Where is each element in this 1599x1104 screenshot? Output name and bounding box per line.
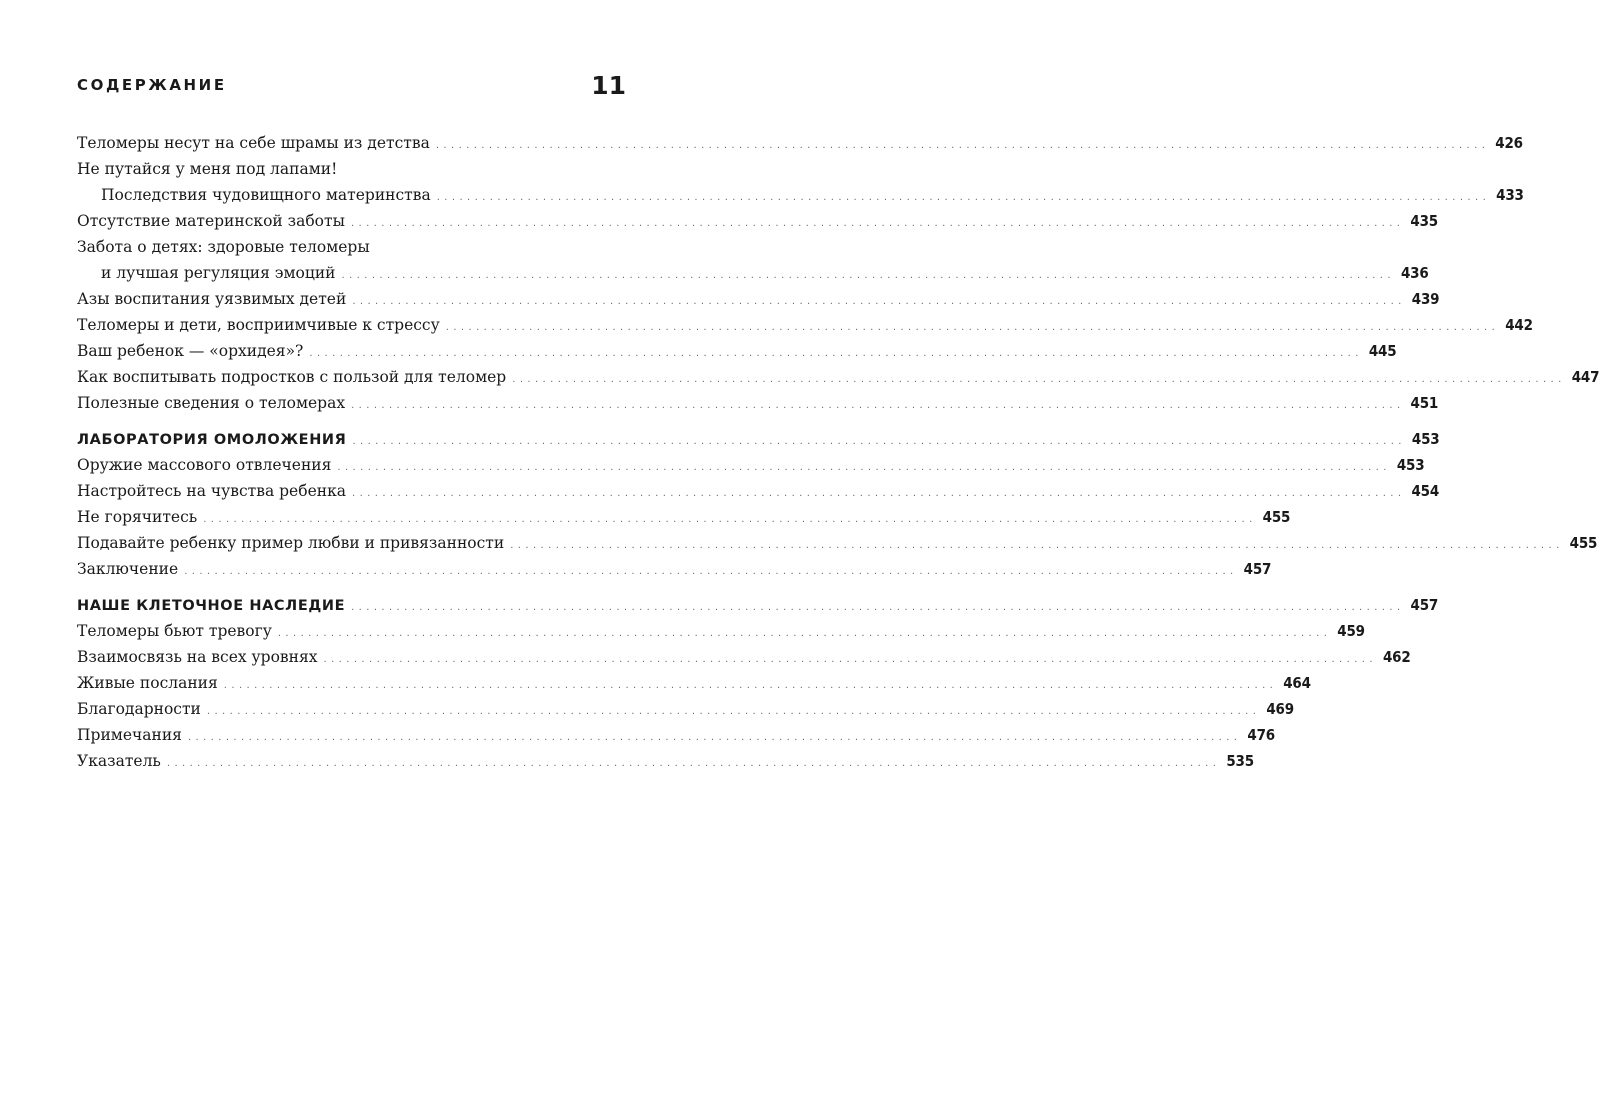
dot-leader: ........................................................................................................................................... [277, 628, 1332, 639]
dot-leader: ........................................................................................................................................... [203, 514, 1257, 525]
toc-entry[interactable] [77, 312, 1533, 338]
toc-entry-title: Настройтесь на чувства ребенка [77, 482, 346, 500]
dot-leader: ........................................................................................................................................... [436, 192, 1491, 203]
dot-leader: ........................................................................................................................................... [223, 680, 1278, 691]
toc-entry-title: и лучшая регуляция эмоций [101, 264, 336, 282]
toc-section-heading[interactable] [77, 426, 1440, 452]
toc-entry-page: 454 [1411, 482, 1440, 500]
table-of-contents [77, 130, 1599, 774]
toc-entry-title: Благодарности [77, 700, 201, 718]
dot-leader: ........................................................................................................................................... [352, 488, 1406, 499]
toc-entry-title: Указатель [77, 752, 161, 770]
dot-leader: ........................................................................................................................................... [187, 732, 1242, 743]
toc-entry-title: Ваш ребенок — «орхидея»? [77, 342, 304, 360]
toc-entry-title: Подавайте ребенку пример любви и привязанности [77, 534, 505, 552]
toc-entry[interactable] [77, 208, 1438, 234]
toc-entry-page: 436 [1400, 264, 1429, 282]
dot-leader: ........................................................................................................................................... [351, 400, 1405, 411]
toc-entry-page: 435 [1410, 212, 1438, 230]
toc-entry[interactable] [77, 156, 626, 182]
toc-entry[interactable] [77, 390, 1439, 416]
toc-entry[interactable] [77, 618, 1365, 644]
toc-entry-page: 453 [1396, 456, 1425, 474]
toc-entry-page: 445 [1368, 342, 1397, 360]
toc-entry-page: 455 [1262, 508, 1291, 526]
toc-entry-title: Полезные сведения о теломерах [77, 394, 346, 412]
toc-entry[interactable] [77, 338, 1397, 364]
toc-entry-continuation[interactable] [77, 182, 1524, 208]
toc-entry-title: Теломеры и дети, восприимчивые к стрессу [77, 316, 440, 334]
toc-entry-page: 455 [1569, 534, 1598, 552]
toc-entry-page: 433 [1496, 186, 1524, 204]
toc-entry-title: Последствия чудовищного материнства [101, 186, 431, 204]
toc-entry-title: Как воспитывать подростков с пользой для теломер [77, 368, 507, 386]
toc-entry[interactable] [77, 530, 1598, 556]
dot-leader: ........................................................................................................................................... [350, 218, 1405, 229]
toc-entry-page: 426 [1495, 134, 1523, 152]
toc-entry[interactable] [77, 234, 626, 260]
dot-leader: ........................................................................................................................................... [166, 758, 1221, 769]
toc-entry-title: Оружие массового отвлечения [77, 456, 332, 474]
toc-entry[interactable] [77, 722, 1275, 748]
toc-entry-page: 476 [1247, 726, 1275, 744]
toc-entry[interactable] [77, 504, 1291, 530]
toc-entry-title: Отсутствие материнской заботы [77, 212, 345, 230]
dot-leader: ........................................................................................................................................... [352, 296, 1406, 307]
dot-leader: ........................................................................................................................................... [184, 566, 1238, 577]
toc-section-title: ЛАБОРАТОРИЯ ОМОЛОЖЕНИЯ [77, 432, 347, 448]
toc-entry[interactable] [77, 748, 1254, 774]
toc-entry-page: 459 [1337, 622, 1365, 640]
toc-entry[interactable] [77, 696, 1294, 722]
page-header-title: СОДЕРЖАНИЕ [77, 76, 227, 94]
toc-entry[interactable] [77, 556, 1272, 582]
toc-entry-title: Забота о детях: здоровые теломеры [77, 238, 370, 256]
toc-entry[interactable] [77, 286, 1440, 312]
toc-entry[interactable] [77, 452, 1425, 478]
toc-entry-page: 469 [1266, 700, 1294, 718]
toc-entry-page: 451 [1410, 394, 1439, 412]
toc-entry[interactable] [77, 670, 1311, 696]
dot-leader: ........................................................................................................................................... [351, 602, 1405, 613]
toc-entry-title: Теломеры бьют тревогу [77, 622, 272, 640]
toc-entry-page: 464 [1283, 674, 1311, 692]
dot-leader: ........................................................................................................................................... [337, 462, 1391, 473]
toc-entry-page: 442 [1505, 316, 1533, 334]
toc-section-page: 453 [1411, 430, 1440, 448]
toc-entry-title: Теломеры несут на себе шрамы из детства [77, 134, 430, 152]
dot-leader: ........................................................................................................................................... [435, 140, 1490, 151]
toc-entry-title: Примечания [77, 726, 182, 744]
toc-entry-page: 447 [1571, 368, 1599, 386]
toc-entry-page: 535 [1226, 752, 1254, 770]
toc-entry-title: Не горячитесь [77, 508, 198, 526]
toc-entry-continuation[interactable] [77, 260, 1429, 286]
page-number: 11 [591, 71, 626, 100]
toc-entry[interactable] [77, 364, 1599, 390]
toc-entry-page: 439 [1411, 290, 1440, 308]
toc-entry[interactable] [77, 478, 1440, 504]
toc-section-title: НАШЕ КЛЕТОЧНОЕ НАСЛЕДИЕ [77, 598, 346, 614]
dot-leader: ........................................................................................................................................... [510, 540, 1564, 551]
toc-entry-title: Не путайся у меня под лапами! [77, 160, 338, 178]
toc-entry-title: Заключение [77, 560, 179, 578]
toc-entry[interactable] [77, 644, 1411, 670]
dot-leader: ........................................................................................................................................... [445, 322, 1500, 333]
toc-section-page: 457 [1410, 596, 1439, 614]
dot-leader: ........................................................................................................................................... [512, 374, 1566, 385]
dot-leader: ........................................................................................................................................... [352, 436, 1406, 447]
toc-entry-title: Азы воспитания уязвимых детей [77, 290, 347, 308]
toc-section-heading[interactable] [77, 592, 1439, 618]
toc-entry[interactable] [77, 130, 1523, 156]
dot-leader: ........................................................................................................................................... [341, 270, 1395, 281]
toc-entry-page: 462 [1382, 648, 1411, 666]
dot-leader: ........................................................................................................................................... [323, 654, 1377, 665]
dot-leader: ........................................................................................................................................... [206, 706, 1261, 717]
dot-leader: ........................................................................................................................................... [309, 348, 1363, 359]
toc-entry-title: Живые послания [77, 674, 218, 692]
toc-entry-page: 457 [1243, 560, 1272, 578]
toc-entry-title: Взаимосвязь на всех уровнях [77, 648, 318, 666]
